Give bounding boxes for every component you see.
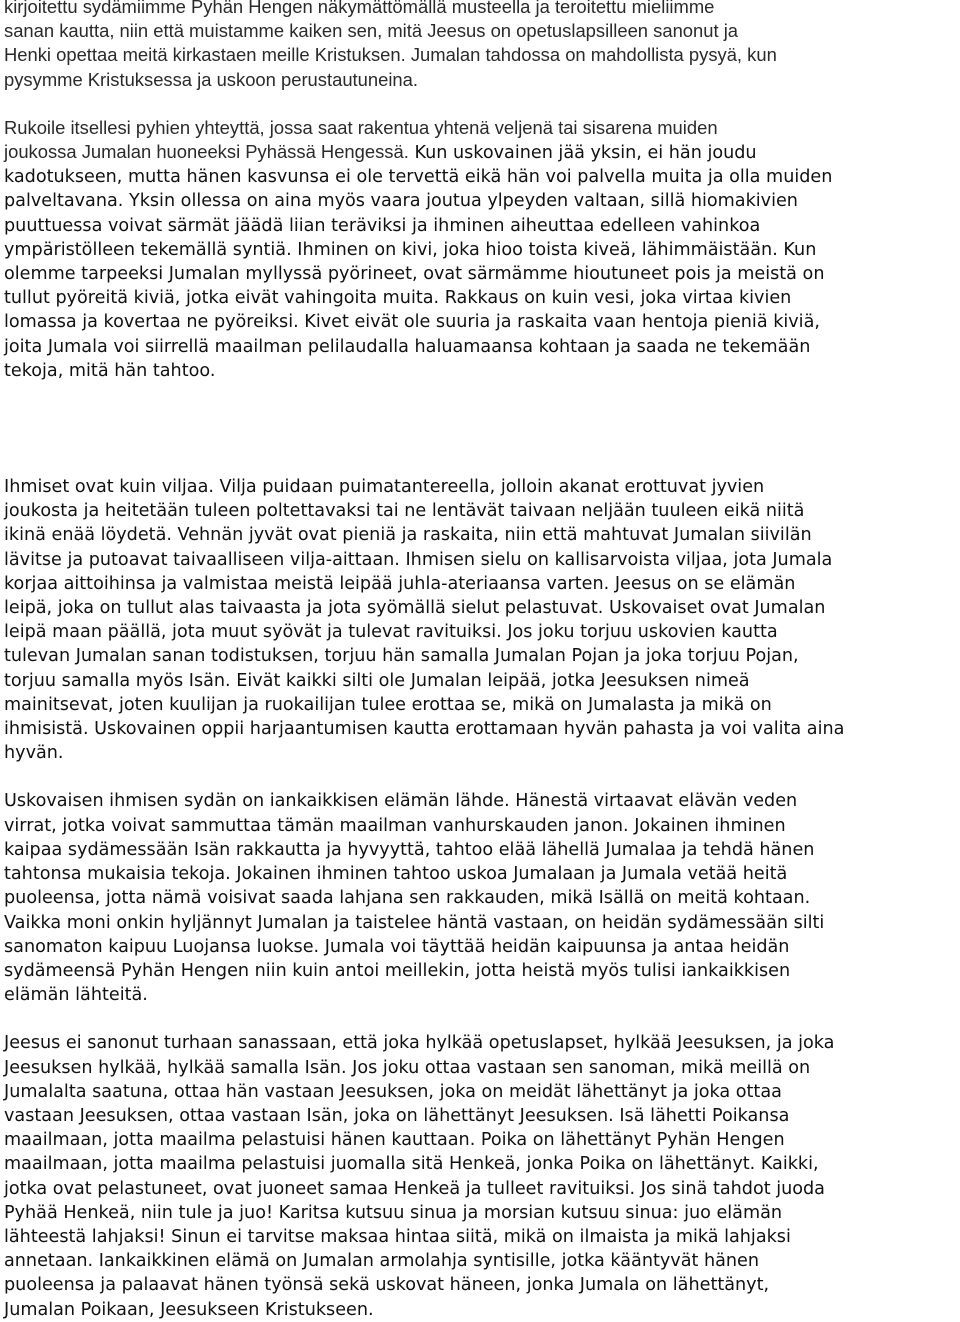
paragraph-6	[4, 1031, 956, 1321]
text-line: Jumalan Poikaan, Jeesukseen Kristukseen.	[4, 1299, 374, 1320]
text-line: palveltavana. Yksin ollessa on aina myös vaara joutua ylpeyden valtaan, sillä hiomakivien	[4, 191, 798, 212]
paragraph-1	[4, 0, 956, 92]
text-line: ikinä enää löydetä. Vehnän jyvät ovat pieniä ja raskaita, niin että mahtuvat Jumalan siivilän	[4, 525, 812, 546]
text-line: kirjoitettu sydämiimme Pyhän Hengen näkymättömällä musteella ja teroitettu mieliimme	[4, 0, 715, 17]
text-line: puoleensa, jotta nämä voisivat saada lahjana sen rakkauden, mikä Isällä on meitä kohtaan.	[4, 888, 811, 909]
text-line: puoleensa ja palaavat hänen työnsä sekä uskovat häneen, jonka Jumala on lähettänyt,	[4, 1275, 770, 1296]
text-line	[409, 143, 757, 163]
text-line: ympäristölleen tekemällä syntiä. Ihminen on kivi, joka hioo toista kiveä, lähimmäistään. Kun	[4, 239, 817, 260]
text-line: maailmaan, jotta maailma pelastuisi hänen kauttaan. Poika on lähettänyt Pyhän Hengen	[4, 1130, 785, 1151]
text-line: kadotukseen, mutta hänen kasvunsa ei ole tervettä eikä hän voi palvella muita ja olla muiden	[4, 167, 833, 188]
text-line: pysymme Kristuksessa ja uskoon perustautuneina.	[4, 68, 418, 90]
text-line: vastaan Jeesuksen, ottaa vastaan Isän, joka on lähettänyt Jeesuksen. Isä lähetti Poikansa	[4, 1105, 790, 1126]
paragraph-5	[4, 789, 956, 1007]
text-line: joukossa Jumalan huoneeksi Pyhässä Hengessä.	[4, 141, 409, 163]
text-line: torjuu samalla myös Isän. Eivät kaikki silti ole Jumalan leipää, jotka Jeesuksen nimeä	[4, 670, 750, 691]
text-line: Uskovaisen ihmisen sydän on iankaikkisen elämän lähde. Hänestä virtaavat elävän veden	[4, 791, 798, 812]
text-line: lävitse ja putoavat taivaalliseen vilja-aittaan. Ihmisen sielu on kallisarvoista viljaa, jota Jumala	[4, 549, 833, 570]
text-line: sanan kautta, niin että muistamme kaiken sen, mitä Jeesus on opetuslapsilleen sanonut ja	[4, 20, 739, 42]
text-line: tekoja, mitä hän tahtoo.	[4, 360, 216, 381]
text-line: Henki opettaa meitä kirkastaen meille Kristuksen. Jumalan tahdossa on mahdollista pysyä, kun	[4, 44, 777, 66]
text-line: Pyhää Henkeä, niin tule ja juo! Karitsa kutsuu sinua ja morsian kutsuu sinua: juo elämän	[4, 1202, 783, 1223]
text-line: Vaikka moni onkin hyljännyt Jumalan ja taistelee häntä vastaan, on heidän sydämessään silti	[4, 912, 825, 933]
text-line: tullut pyöreitä kiviä, jotka eivät vahingoita muita. Rakkaus on kuin vesi, joka virtaa kivien	[4, 288, 792, 309]
text-line: leipä maan päällä, jota muut syövät ja tulevat ravituiksi. Jos joku torjuu uskovien kautta	[4, 622, 778, 643]
text-line: virrat, jotka voivat sammuttaa tämän maailman vanhurskauden janon. Jokainen ihminen	[4, 815, 786, 836]
text-line: Jeesus ei sanonut turhaan sanassaan, että joka hylkää opetuslapset, hylkää Jeesuksen, ja joka	[4, 1033, 835, 1054]
text-line: leipä, joka on tullut alas taivaasta ja jota syömällä sielut pelastuvat. Uskovaiset ovat Jumalan	[4, 598, 826, 619]
text-segment: Kun uskovainen jää yksin, ei hän joudu	[414, 143, 757, 164]
text-line: annetaan. Iankaikkinen elämä on Jumalan armolahja syntisille, jotka kääntyvät hänen	[4, 1251, 760, 1272]
text-line: kaipaa sydämessään Isän rakkautta ja hyvyyttä, tahtoo elää lähellä Jumalaa ja tehdä hänen	[4, 839, 815, 860]
paragraph-3	[4, 165, 956, 383]
text-line: Jumalalta saatuna, ottaa hän vastaan Jeesuksen, joka on meidät lähettänyt ja joka ottaa	[4, 1081, 782, 1102]
text-line: maailmaan, jotta maailma pelastuisi juomalla sitä Henkeä, jonka Poika on lähettänyt. Kaikki,	[4, 1154, 819, 1175]
text-line: korjaa aittoihinsa ja valmistaa meistä leipää juhla-ateriaansa varten. Jeesus on se elämän	[4, 573, 796, 594]
text-line: sanomaton kaipuu Luojansa luokse. Jumala voi täyttää heidän kaipuunsa ja antaa heidän	[4, 936, 790, 957]
text-line: joita Jumala voi siirrellä maailman pelilaudalla haluamaansa kohtaan ja saada ne tekemään	[4, 336, 811, 357]
text-line: ihmisistä. Uskovainen oppii harjaantumisen kautta erottamaan hyvän pahasta ja voi valita aina	[4, 719, 845, 740]
text-line: mainitsevat, joten kuulijan ja ruokailijan tulee erottaa se, mikä on Jumalasta ja mikä on	[4, 694, 772, 715]
text-line: jotka ovat pelastuneet, ovat juoneet samaa Henkeä ja tulleet ravituiksi. Jos sinä tahdot juoda	[4, 1178, 825, 1199]
text-line: Jeesuksen hylkää, hylkää samalla Isän. Jos joku ottaa vastaan sen sanoman, mikä meillä on	[4, 1057, 811, 1078]
text-line: lomassa ja kovertaa ne pyöreiksi. Kivet eivät ole suuria ja raskaita vaan hentoja pieniä kiviä,	[4, 312, 820, 333]
paragraph-4	[4, 475, 956, 765]
text-line: Ihmiset ovat kuin viljaa. Vilja puidaan puimatantereella, jolloin akanat erottuvat jyvien	[4, 477, 765, 498]
text-line: puuttuessa voivat särmät jäädä liian teräviksi ja ihminen aiheuttaa edelleen vahinkoa	[4, 215, 761, 236]
text-line: Rukoile itsellesi pyhien yhteyttä, jossa saat rakentua yhtenä veljenä tai sisarena muiden	[4, 116, 718, 138]
document-page	[4, 0, 956, 1322]
text-line: olemme tarpeeksi Jumalan myllyssä pyörineet, ovat särmämme hioutuneet pois ja meistä on	[4, 264, 825, 285]
text-line: tulevan Jumalan sanan todistuksen, torjuu hän samalla Jumalan Pojan ja joka torjuu Pojan,	[4, 646, 799, 667]
paragraph-2	[4, 116, 956, 165]
text-line: sydämeensä Pyhän Hengen niin kuin antoi meillekin, jotta heistä myös tulisi iankaikkisen	[4, 960, 791, 981]
text-line: lähteestä lahjaksi! Sinun ei tarvitse maksaa hintaa siitä, mikä on ilmaista ja mikä lahjaksi	[4, 1226, 791, 1247]
text-line: hyvän.	[4, 743, 64, 764]
text-line: joukosta ja heitetään tuleen poltettavaksi tai ne lentävät taivaan neljään tuuleen eikä niitä	[4, 501, 805, 522]
text-line: tahtonsa mukaisia tekoja. Jokainen ihminen tahtoo uskoa Jumalaan ja Jumala vetää heitä	[4, 864, 788, 885]
text-line: elämän lähteitä.	[4, 985, 148, 1006]
